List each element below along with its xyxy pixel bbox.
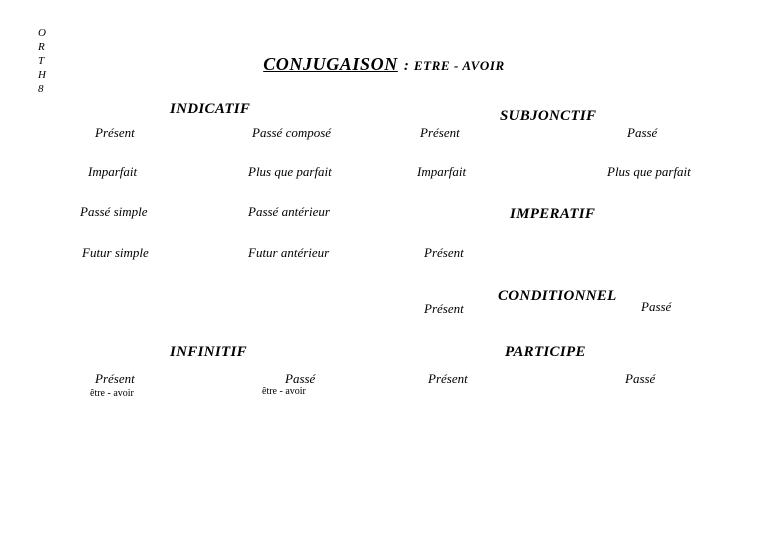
margin-code-line: O [38, 27, 46, 39]
conditionnel-heading: CONDITIONNEL [498, 288, 617, 304]
margin-code-line: 8 [38, 83, 44, 95]
indicatif-futur-anterieur-label: Futur antérieur [248, 245, 330, 260]
title-separator: : [403, 58, 409, 74]
indicatif-heading: INDICATIF [170, 101, 251, 117]
subjonctif-plus-que-parfait-label: Plus que parfait [607, 164, 691, 179]
margin-code-line: H [38, 69, 46, 81]
page-title [0, 54, 768, 75]
indicatif-present-label: Présent [95, 125, 135, 140]
indicatif-plus-que-parfait-label: Plus que parfait [248, 164, 332, 179]
margin-code-line: R [38, 41, 45, 53]
participe-present-label: Présent [428, 371, 468, 386]
conditionnel-passe-label: Passé [641, 299, 672, 314]
infinitif-passe-label: Passé [285, 371, 316, 386]
indicatif-passe-compose-label: Passé composé [252, 125, 332, 140]
participe-heading: PARTICIPE [505, 344, 586, 360]
subjonctif-heading: SUBJONCTIF [500, 108, 597, 124]
infinitif-present-note: être - avoir [90, 388, 134, 399]
subjonctif-imparfait-label: Imparfait [417, 164, 467, 179]
margin-code-line: T [38, 55, 45, 67]
subjonctif-present-label: Présent [420, 125, 460, 140]
indicatif-passe-anterieur-label: Passé antérieur [248, 204, 330, 219]
title-main: CONJUGAISON [263, 54, 398, 74]
imperatif-present-label: Présent [424, 245, 464, 260]
infinitif-present-label: Présent [95, 371, 135, 386]
conditionnel-present-label: Présent [424, 301, 464, 316]
indicatif-futur-simple-label: Futur simple [82, 245, 149, 260]
infinitif-heading: INFINITIF [170, 344, 247, 360]
indicatif-imparfait-label: Imparfait [88, 164, 138, 179]
infinitif-passe-note: être - avoir [262, 386, 306, 397]
imperatif-heading: IMPERATIF [510, 206, 596, 222]
subjonctif-passe-label: Passé [627, 125, 658, 140]
participe-passe-label: Passé [625, 371, 656, 386]
indicatif-passe-simple-label: Passé simple [80, 204, 148, 219]
title-subtitle: ETRE - AVOIR [413, 58, 505, 73]
